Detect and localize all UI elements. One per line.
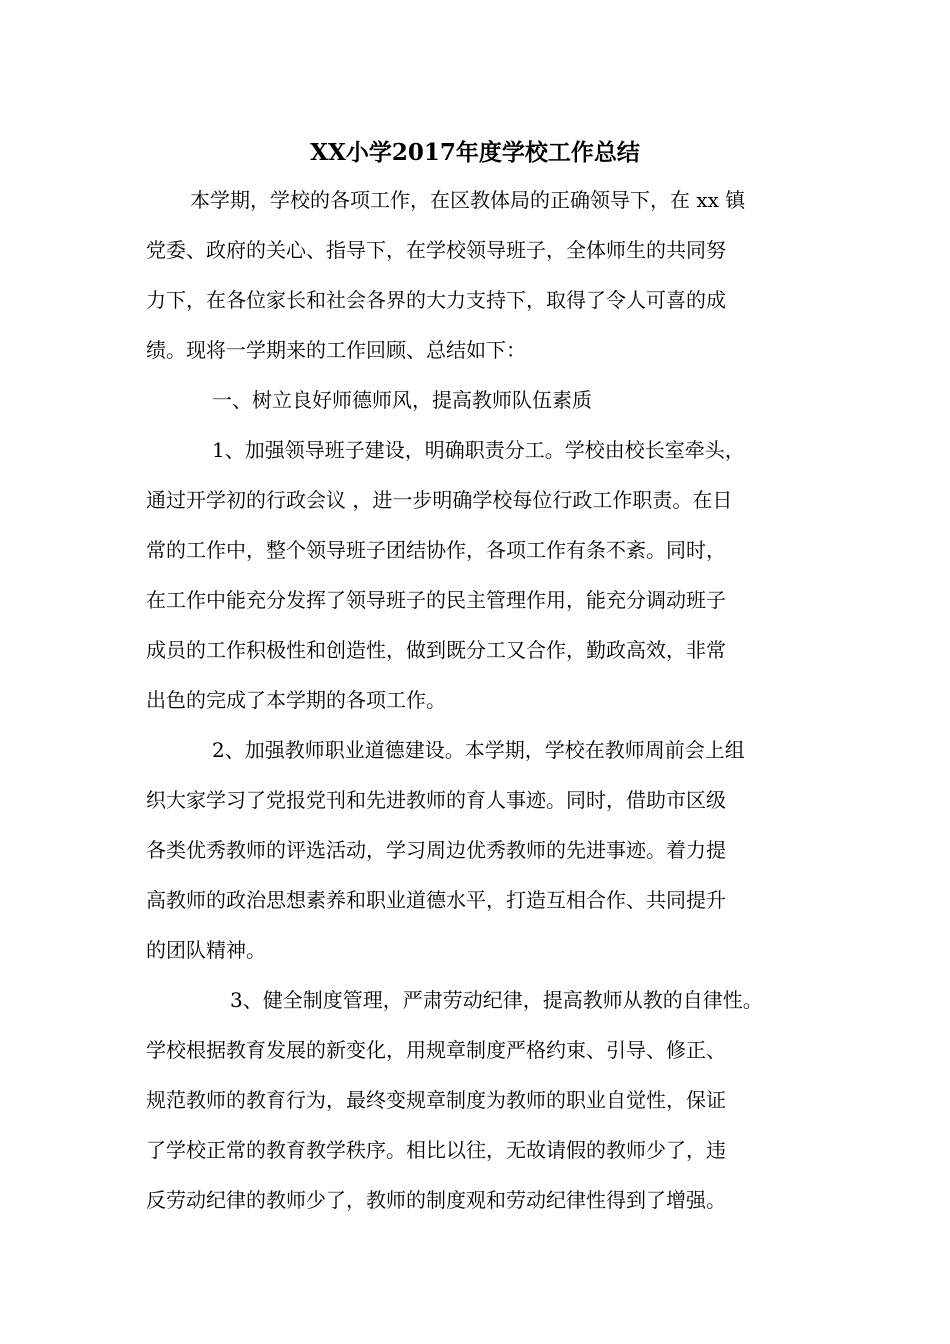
- paragraph-line: 反劳动纪律的教师少了，教师的制度观和劳动纪律性得到了增强。: [146, 1188, 726, 1212]
- paragraph-line: 3、健全制度管理，严肃劳动纪律，提高教师从教的自律性。: [230, 988, 763, 1012]
- paragraph-line: 织大家学习了党报党刊和先进教师的育人事迹。同时，借助市区级: [146, 788, 726, 812]
- paragraph-line: 的团队精神。: [146, 938, 266, 962]
- paragraph-line: 党委、政府的关心、指导下，在学校领导班子，全体师生的共同努: [146, 238, 726, 262]
- paragraph-line: 绩。现将一学期来的工作回顾、总结如下：: [146, 338, 526, 362]
- paragraph-line: 2、加强教师职业道德建设。本学期，学校在教师周前会上组: [212, 738, 745, 762]
- section-heading: 一、树立良好师德师风，提高教师队伍素质: [212, 388, 592, 412]
- paragraph-line: 出色的完成了本学期的各项工作。: [146, 688, 446, 712]
- paragraph-line: 通过开学初的行政会议 ，进一步明确学校每位行政工作职责。在日: [146, 488, 733, 512]
- paragraph-line: 各类优秀教师的评选活动，学习周边优秀教师的先进事迹。着力提: [146, 838, 726, 862]
- paragraph-line: 学校根据教育发展的新变化，用规章制度严格约束、引导、修正、: [146, 1038, 726, 1062]
- paragraph-line: 了学校正常的教育教学秩序。相比以往，无故请假的教师少了，违: [146, 1138, 726, 1162]
- paragraph-line: 高教师的政治思想素养和职业道德水平，打造互相合作、共同提升: [146, 888, 726, 912]
- paragraph-line: 力下，在各位家长和社会各界的大力支持下，取得了令人可喜的成: [146, 288, 726, 312]
- paragraph-line: 在工作中能充分发挥了领导班子的民主管理作用，能充分调动班子: [146, 588, 726, 612]
- paragraph-line: 本学期，学校的各项工作，在区教体局的正确领导下，在 xx 镇: [190, 188, 746, 212]
- paragraph-line: 常的工作中，整个领导班子团结协作，各项工作有条不紊。同时，: [146, 538, 726, 562]
- paragraph-line: 规范教师的教育行为，最终变规章制度为教师的职业自觉性，保证: [146, 1088, 726, 1112]
- paragraph-line: 成员的工作积极性和创造性，做到既分工又合作，勤政高效，非常: [146, 638, 726, 662]
- paragraph-line: 1、加强领导班子建设，明确职责分工。学校由校长室牵头，: [212, 438, 745, 462]
- document-title: XX小学2017年度学校工作总结: [310, 139, 640, 166]
